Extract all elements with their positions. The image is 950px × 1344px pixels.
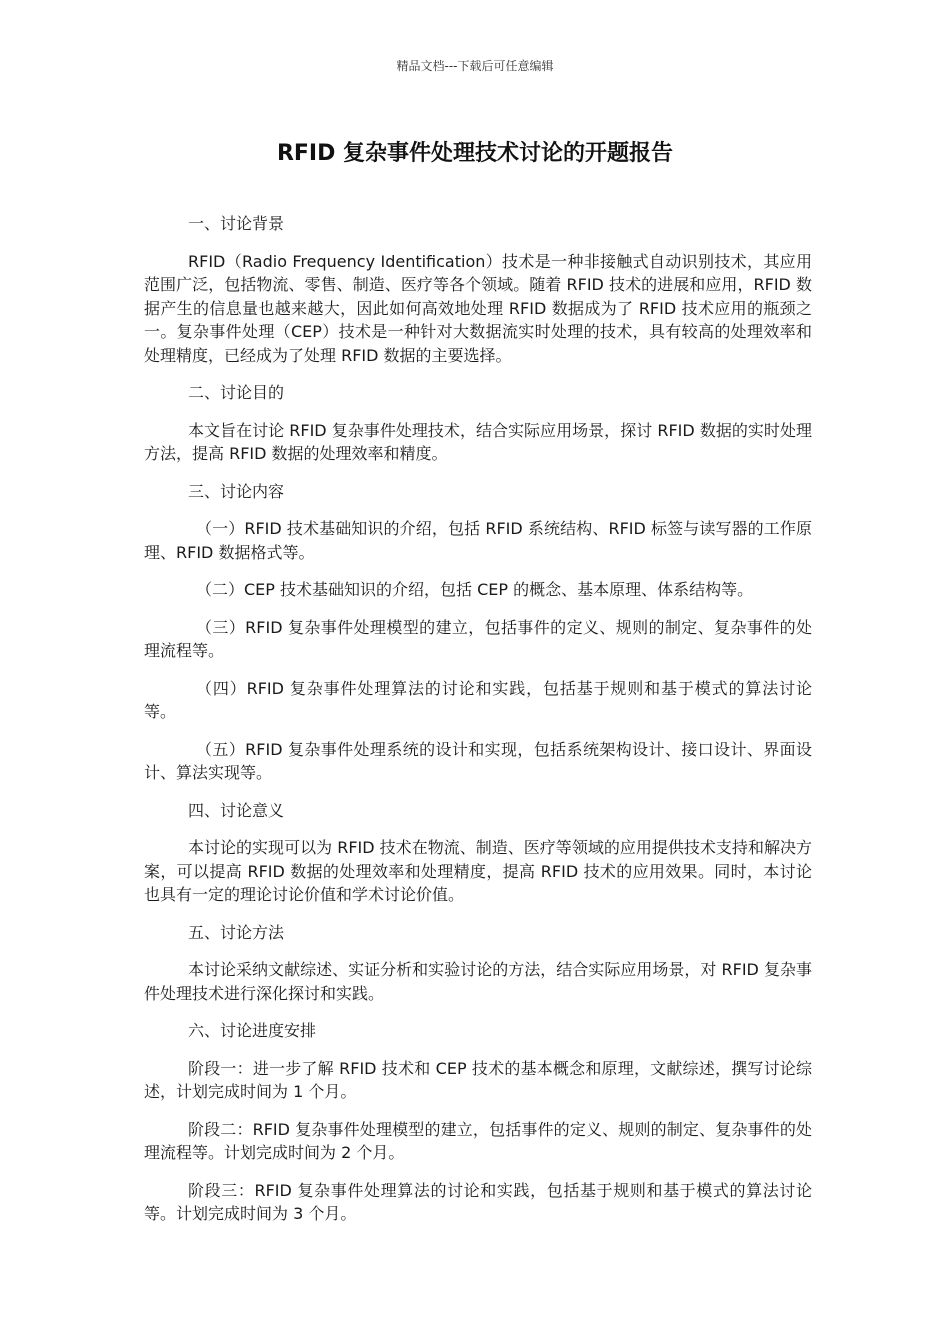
document-body (144, 212, 812, 1240)
section-heading-schedule: 六、讨论进度安排 (188, 1021, 317, 1040)
section-heading-content: 三、讨论内容 (188, 481, 285, 501)
content-item-3: （三）RFID 复杂事件处理模型的建立，包括事件的定义、规则的制定、复杂事件的处理流程等。 (144, 617, 812, 660)
schedule-item-3: 阶段三：RFID 复杂事件处理算法的讨论和实践，包括基于规则和基于模式的算法讨论等。计划完成时间为 3 个月。 (144, 1180, 812, 1223)
content-item-5: （五）RFID 复杂事件处理系统的设计和实现，包括系统架构设计、接口设计、界面设计、算法实现等。 (144, 739, 812, 782)
content-item-1: （一）RFID 技术基础知识的介绍，包括 RFID 系统结构、RFID 标签与读写器的工作原理、RFID 数据格式等。 (144, 519, 812, 562)
content-item-4: （四）RFID 复杂事件处理算法的讨论和实践，包括基于规则和基于模式的算法讨论等。 (144, 678, 812, 721)
schedule-item-2: 阶段二：RFID 复杂事件处理模型的建立，包括事件的定义、规则的制定、复杂事件的处理流程等。计划完成时间为 2 个月。 (144, 1119, 812, 1162)
document-title: RFID 复杂事件处理技术讨论的开题报告 (276, 141, 674, 166)
content-item-2: （二）CEP 技术基础知识的介绍，包括 CEP 的概念、基本原理、体系结构等。 (196, 580, 754, 599)
section-heading-background: 一、讨论背景 (188, 214, 285, 233)
section-paragraph-purpose: 本文旨在讨论 RFID 复杂事件处理技术，结合实际应用场景，探讨 RFID 数据的实时处理方法，提高 RFID 数据的处理效率和精度。 (144, 420, 812, 463)
schedule-item-1: 阶段一：进一步了解 RFID 技术和 CEP 技术的基本概念和原理，文献综述，撰写讨论综述，计划完成时间为 1 个月。 (144, 1058, 812, 1101)
section-heading-significance: 四、讨论意义 (188, 800, 285, 820)
section-heading-method: 五、讨论方法 (188, 922, 285, 942)
section-paragraph-background: RFID（Radio Frequency Identification）技术是一种非接触式自动识别技术，其应用范围广泛，包括物流、零售、制造、医疗等各个领域。随着 RFID 技术的进展和应用，RFID 数据产生的信息量也越来越大，因此如何高效地处理 RFID 数据成为了 RFID 技术应用的瓶颈之一。复杂事件处理（CEP）技术是一种针对大数据流实时处理的技术，具有较高的处理效率和处理精度，已经成为了处理 RFID 数据的主要选择。 (144, 251, 812, 365)
section-heading-purpose: 二、讨论目的 (188, 383, 285, 402)
section-paragraph-method: 本讨论采纳文献综述、实证分析和实验讨论的方法，结合实际应用场景，对 RFID 复杂事件处理技术进行深化探讨和实践。 (144, 960, 812, 1003)
section-paragraph-significance: 本讨论的实现可以为 RFID 技术在物流、制造、医疗等领域的应用提供技术支持和解决方案，可以提高 RFID 数据的处理效率和处理精度，提高 RFID 技术的应用效果。同时，本讨论也具有一定的理论讨论价值和学术讨论价值。 (144, 838, 812, 904)
page-header-note: 精品文档---下载后可任意编辑 (396, 59, 554, 73)
